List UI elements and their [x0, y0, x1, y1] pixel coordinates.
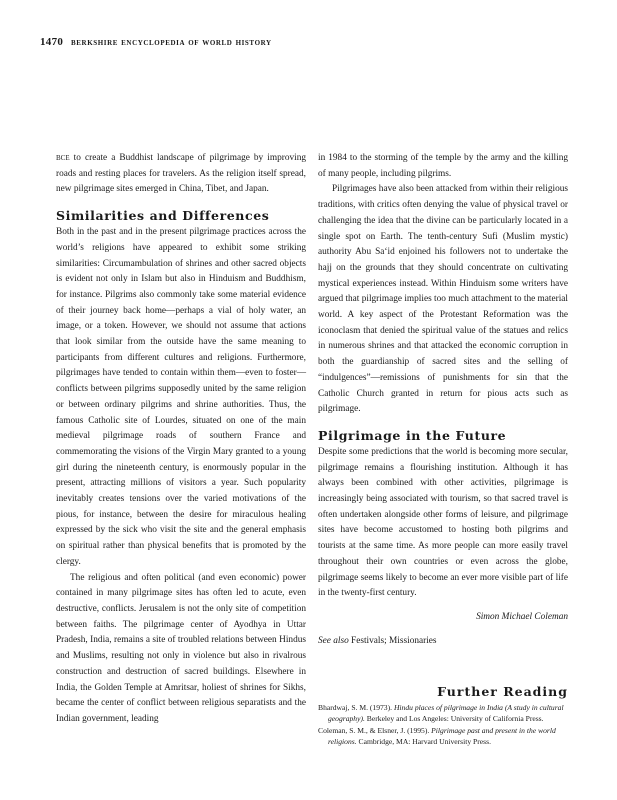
reference-publisher: Berkeley and Los Angeles: University of California Press.: [364, 713, 544, 723]
body-paragraph: Both in the past and in the present pilgrimage practices across the world’s religions have appeared to exhibit some striking similarities: Circumambulation of shrines and other sacred objects is evident not only in Islam but also in Hinduism and Buddhism, for instance. Pilgrims also commonly take some material evidence of their journey back home—perhaps a vial of holy water, an image, or a token. However, we should not assume that actions that look similar from the outside have the same meaning to participants from different cultures and religions. Furthermore, pilgrimages have tended to contain within them—even to foster—conflicts between pilgrims supposedly united by the same religion or between ordinary pilgrims and shrine authorities. Thus, the famous Catholic site of Lourdes, situated on one of the main medieval pilgrimage roads of southern France and commemorating the visions of the Virgin Mary granted to a young girl during the nineteenth century, is enormously popular in the present, attracting millions of visitors a year. Such popularity inevitably creates tensions over the varied motivations of the pious, for instance, between the desire for miraculous healing expressed by the sick who visit the site and the general emphasis on spiritual rather than physical benefits that is promoted by the clergy.: [56, 227, 306, 567]
era-abbreviation: bce: [56, 153, 70, 163]
reference-author: Bhardwaj, S. M. (1973).: [318, 703, 394, 713]
body-paragraph: The religious and often political (and even economic) power contained in many pilgrimage sites has often led to acute, even destructive, conflicts. Jerusalem is not the only site of competition between faiths. The pilgrimage center of Ayodhya in Uttar Pradesh, India, remains a site of troubled relations between Hindus and Muslims, resulting not only in violence but also in rivalrous construction and destruction of sacred buildings. Elsewhere in India, the Golden Temple at Amritsar, holiest of shrines for Sikhs, became the center of conflict between religious separatists and the Indian government, leading: [56, 572, 306, 724]
body-paragraph: Pilgrimages have also been attacked from within their religious traditions, with critics often denying the value of physical travel or challenging the idea that the divine can be particularly located in a single spot on Earth. The tenth-century Sufi (Muslim mystic) authority Abu Sa‘id enjoined his followers not to undertake the hajj on the grounds that they should concentrate on cultivating mystical experiences instead. Within Hinduism some writers have argued that pilgrimage implies too much attachment to the material world. A key aspect of the Protestant Reformation was the iconoclasm that denied the spiritual value of the statues and relics in numerous shrines and that attacked the economic corruption in both the guardianship of sacred sites and the selling of “indulgences”—remissions of punishments for sin that the Catholic Church granted in return for pious acts such as pilgrimage.: [318, 184, 568, 415]
section-heading-future: Pilgrimage in the Future: [318, 427, 507, 443]
further-reading-heading: Further Reading: [437, 684, 568, 700]
left-column: [56, 151, 306, 728]
see-also-label: See also: [318, 635, 349, 646]
page-number: 1470: [40, 36, 64, 48]
reference-author: Coleman, S. M., & Elsner, J. (1995).: [318, 726, 432, 736]
reference-title: Hindu places of pilgrimage in India (A study in cultural geography).: [328, 703, 564, 723]
section-heading-similarities: Similarities and Differences: [56, 208, 270, 224]
body-paragraph: [56, 151, 306, 198]
reference-item: [318, 703, 568, 724]
running-title: berkshire encyclopedia of world history: [71, 37, 272, 48]
reference-publisher: Cambridge, MA: Harvard University Press.: [356, 736, 491, 746]
see-also: [318, 634, 568, 650]
reference-title: Pilgrimage past and present in the world religions.: [328, 726, 556, 746]
reference-list: [318, 703, 568, 747]
author-signature: Simon Michael Coleman: [476, 611, 568, 622]
see-also-links: Festivals; Missionaries: [348, 635, 437, 646]
running-header: [40, 36, 272, 48]
reference-item: [318, 726, 568, 747]
body-paragraph: Despite some predictions that the world is becoming more secular, pilgrimage remains a flourishing institution. Although it has always been combined with other activities, pilgrimage is increasingly being associated with tourism, so that sacred travel is often undertaken alongside other forms of leisure, and pilgrimage sites have become accustomed to hosting both pilgrims and tourists at the same time. As more people can more easily travel throughout their own countries or even across the globe, pilgrimage seems likely to become an ever more visible part of life in the twenty-first century.: [318, 446, 568, 599]
right-column: [318, 151, 568, 749]
paragraph-text: to create a Buddhist landscape of pilgrimage by improving roads and resting places for travelers. As the religion itself spread, new pilgrimage sites emerged in China, Tibet, and Japan.: [56, 153, 306, 195]
body-paragraph: in 1984 to the storming of the temple by the army and the killing of many people, including pilgrims.: [318, 153, 568, 179]
